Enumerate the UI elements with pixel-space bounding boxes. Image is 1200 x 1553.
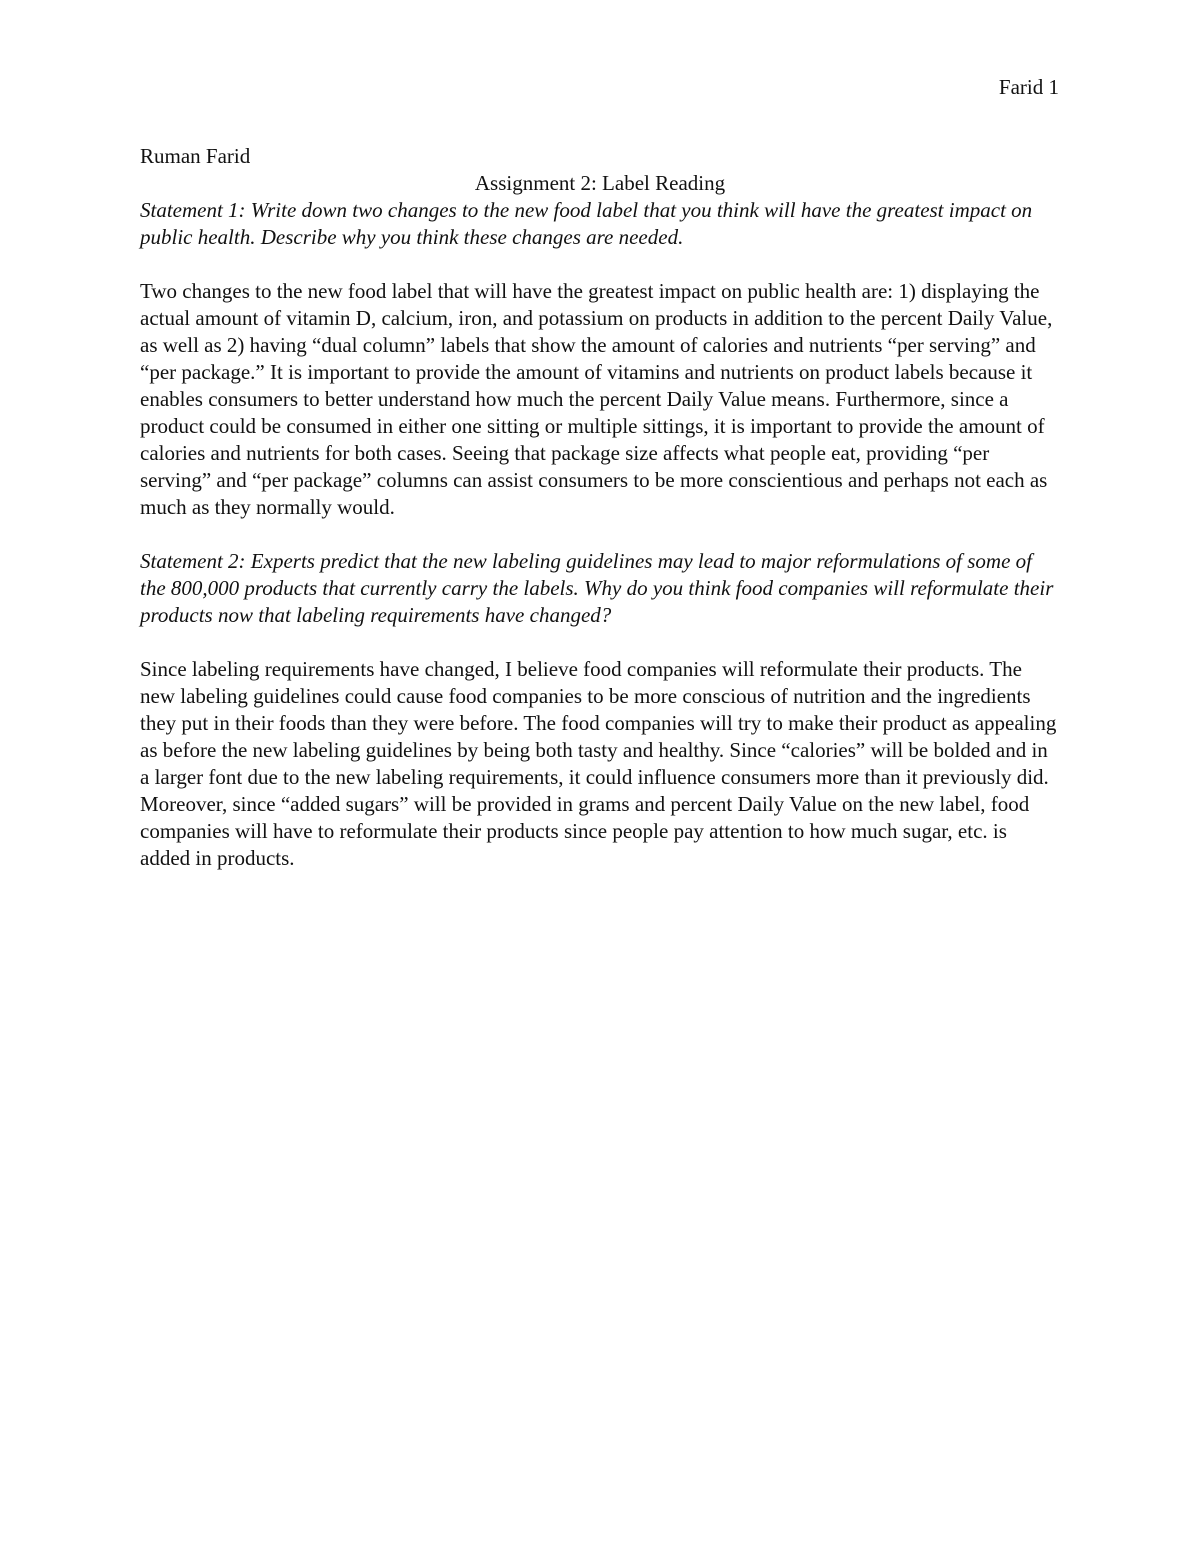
statement-1-answer: Two changes to the new food label that will have the greatest impact on public health are: 1) displaying the actual amount of vitamin D, calcium, iron, and potassium on products in addition to the percent Daily Value, as well as 2) having “dual column” labels that show the amount of calories and nutrients “per serving” and “per package.” It is important to provide the amount of vitamins and nutrients on product labels because it enables consumers to better understand how much the percent Daily Value means. Furthermore, since a product could be consumed in either one sitting or multiple sittings, it is important to provide the amount of calories and nutrients for both cases. Seeing that package size affects what people eat, providing “per serving” and “per package” columns can assist consumers to be more conscientious and perhaps not each as much as they normally would. <box>140 279 1053 519</box>
paragraph-gap <box>140 251 1060 278</box>
paragraph-gap <box>140 629 1060 656</box>
author-name: Ruman Farid <box>140 144 251 168</box>
page-number-header: Farid 1 <box>998 75 1059 99</box>
paragraph-gap <box>140 521 1060 548</box>
statement-2-prompt: Statement 2: Experts predict that the new labeling guidelines may lead to major reformulations of some of the 800,000 products that currently carry the labels. Why do you think food companies will reformulate their products now that labeling requirements have changed? <box>140 549 1054 627</box>
statement-2-answer: Since labeling requirements have changed, I believe food companies will reformulate their products. The new labeling guidelines could cause food companies to be more conscious of nutrition and the ingredients they put in their foods than they were before. The food companies will try to make their product as appealing as before the new labeling guidelines by being both tasty and healthy. Since “calories” will be bolded and in a larger font due to the new labeling requirements, it could influence consumers more than it previously did. Moreover, since “added sugars” will be provided in grams and percent Daily Value on the new label, food companies will have to reformulate their products since people pay attention to how much sugar, etc. is added in products. <box>140 657 1057 870</box>
assignment-title: Assignment 2: Label Reading <box>474 171 726 195</box>
document-body <box>140 143 1060 872</box>
statement-1-prompt: Statement 1: Write down two changes to the new food label that you think will have the greatest impact on public health. Describe why you think these changes are needed. <box>140 198 1033 249</box>
